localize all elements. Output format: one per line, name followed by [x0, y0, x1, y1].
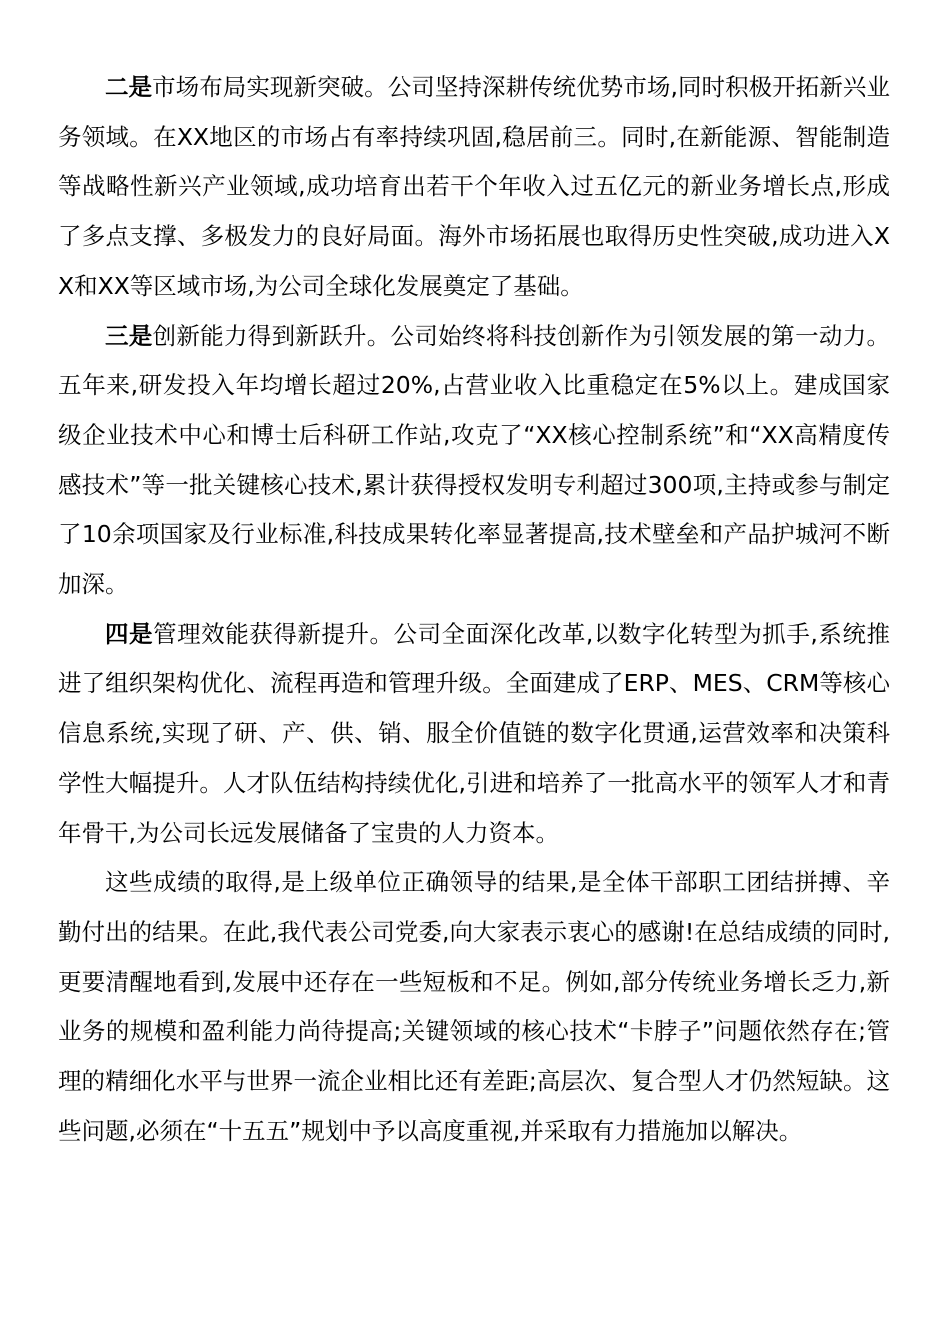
- paragraph-innovation: [58, 312, 890, 610]
- paragraph-market: [58, 63, 890, 312]
- paragraph-lead: 二是: [105, 73, 153, 101]
- paragraph-lead: 四是: [105, 619, 154, 648]
- paragraph-body: 市场布局实现新突破。公司坚持深耕传统优势市场,同时积极开拓新兴业务领域。在XX地区的市场占有率持续巩固,稳居前三。同时,在新能源、智能制造等战略性新兴产业领域,成功培育出若干个年收入过五亿元的新业务增长点,形成了多点支撑、多极发力的良好局面。海外市场拓展也取得历史性突破,成功进入XX和XX等区域市场,为公司全球化发展奠定了基础。: [58, 73, 890, 300]
- paragraph-body: 管理效能获得新提升。公司全面深化改革,以数字化转型为抓手,系统推进了组织架构优化、流程再造和管理升级。全面建成了ERP、MES、CRM等核心信息系统,实现了研、产、供、销、服全价值链的数字化贯通,运营效率和决策科学性大幅提升。人才队伍结构持续优化,引进和培养了一批高水平的领军人才和青年骨干,为公司长远发展储备了宝贵的人力资本。: [58, 619, 890, 847]
- paragraph-body: 创新能力得到新跃升。公司始终将科技创新作为引领发展的第一动力。五年来,研发投入年均增长超过20%,占营业收入比重稳定在5%以上。建成国家级企业技术中心和博士后科研工作站,攻克了“XX核心控制系统”和“XX高精度传感技术”等一批关键核心技术,累计获得授权发明专利超过300项,主持或参与制定了10余项国家及行业标准,科技成果转化率显著提高,技术壁垒和产品护城河不断加深。: [58, 321, 890, 599]
- paragraph-lead: 三是: [105, 321, 153, 350]
- paragraph-summary: [58, 858, 890, 1156]
- paragraph-body: 这些成绩的取得,是上级单位正确领导的结果,是全体干部职工团结拼搏、辛勤付出的结果。在此,我代表公司党委,向大家表示衷心的感谢!在总结成绩的同时,更要清醒地看到,发展中还存在一些短板和不足。例如,部分传统业务增长乏力,新业务的规模和盈利能力尚待提高;关键领域的核心技术“卡脖子”问题依然存在;管理的精细化水平与世界一流企业相比还有差距;高层次、复合型人才仍然短缺。这些问题,必须在“十五五”规划中予以高度重视,并采取有力措施加以解决。: [58, 868, 890, 1145]
- paragraph-management: [58, 610, 890, 859]
